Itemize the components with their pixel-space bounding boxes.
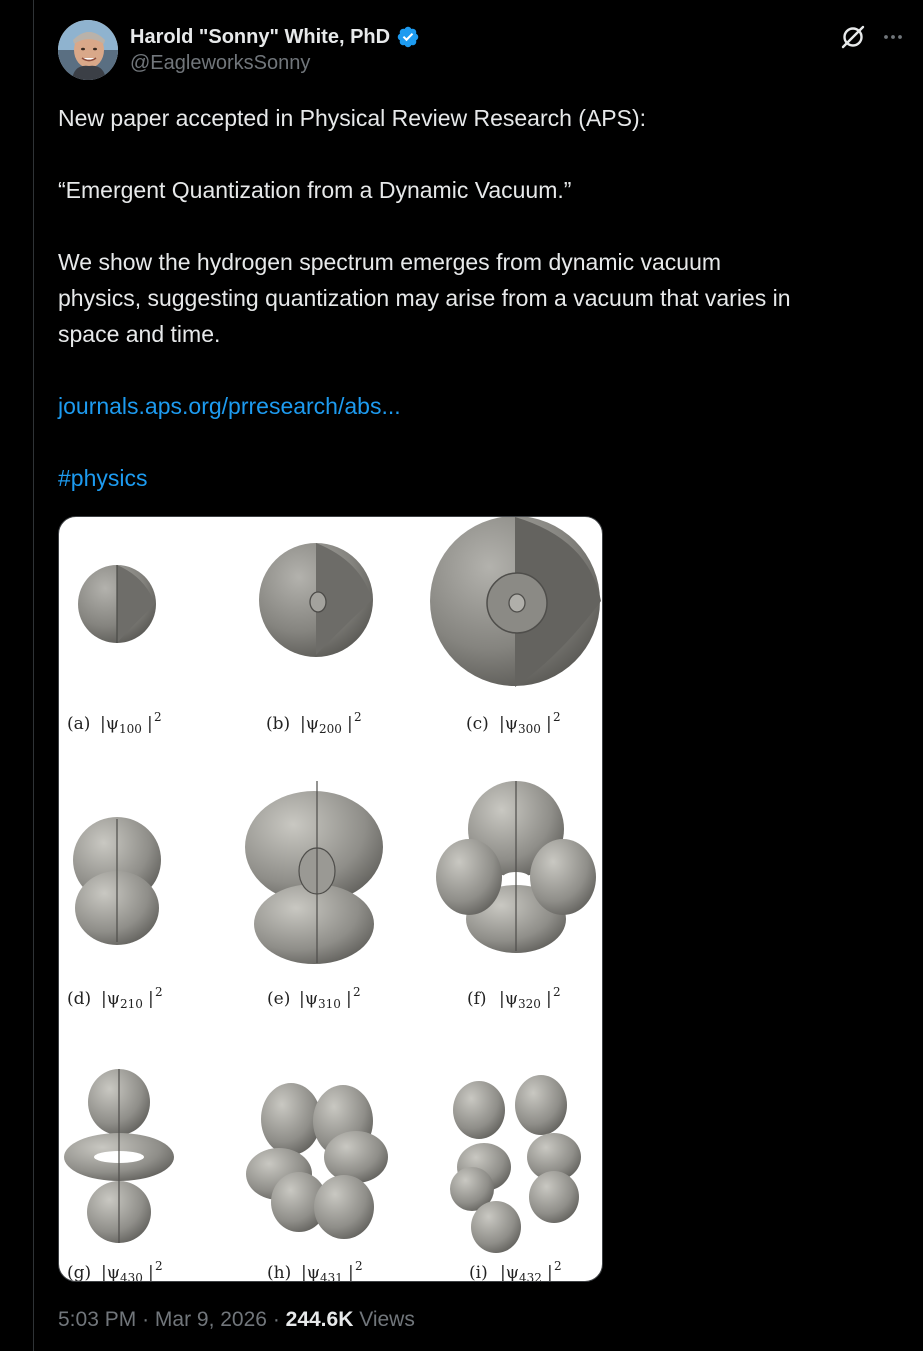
caption-c-sub: 300 xyxy=(518,722,541,736)
panel-a-orbital xyxy=(78,565,156,643)
more-icon xyxy=(878,22,908,52)
caption-g-label: (g) xyxy=(67,1263,92,1281)
caption-b-exp: 2 xyxy=(354,710,362,724)
panel-d-orbital xyxy=(73,817,161,945)
orbital-figure xyxy=(59,517,602,1281)
caption-b-bar: | xyxy=(347,714,353,734)
caption-a-sub: 100 xyxy=(119,722,142,736)
caption-a-bar: | xyxy=(147,714,153,734)
panel-g-orbital xyxy=(64,1069,174,1243)
timeline-divider xyxy=(33,0,34,1351)
caption-h-label: (h) xyxy=(267,1263,292,1281)
caption-i-exp: 2 xyxy=(554,1259,562,1273)
tweet-metadata xyxy=(58,1308,415,1332)
caption-c-bar: | xyxy=(546,714,552,734)
caption-d-label: (d) xyxy=(67,989,92,1009)
caption-h-sub: 431 xyxy=(320,1271,343,1281)
tweet-text xyxy=(58,100,908,496)
tweet-line-title: “Emergent Quantization from a Dynamic Vacuum.” xyxy=(58,177,572,203)
caption-f-exp: 2 xyxy=(553,985,561,999)
display-name[interactable]: Harold "Sonny" White, PhD xyxy=(130,25,391,48)
caption-e-label: (e) xyxy=(267,989,291,1009)
handle[interactable]: @EagleworksSonny xyxy=(130,52,311,74)
caption-f-label: (f) xyxy=(467,989,487,1009)
caption-h-psi: |ψ xyxy=(301,1263,321,1281)
caption-e-psi: |ψ xyxy=(299,989,319,1009)
verified-badge-icon xyxy=(396,25,420,49)
caption-b-sub: 200 xyxy=(319,722,342,736)
tweet-line-announcement: New paper accepted in Physical Review Research (APS): xyxy=(58,105,647,131)
caption-c-psi: |ψ xyxy=(499,714,519,734)
caption-i-psi: |ψ xyxy=(500,1263,520,1281)
caption-h-exp: 2 xyxy=(355,1259,363,1273)
tweet-header xyxy=(58,18,908,82)
grok-button[interactable] xyxy=(838,22,868,52)
caption-d-sub: 210 xyxy=(120,997,143,1011)
tweet-line-summary-3: space and time. xyxy=(58,321,221,347)
caption-d-exp: 2 xyxy=(155,985,163,999)
caption-e-exp: 2 xyxy=(353,985,361,999)
caption-g-exp: 2 xyxy=(155,1259,163,1273)
author-block xyxy=(130,23,420,75)
caption-f-sub: 320 xyxy=(518,997,541,1011)
caption-b-label: (b) xyxy=(266,714,291,734)
panel-c-orbital xyxy=(430,517,601,687)
caption-i-bar: | xyxy=(547,1263,553,1281)
caption-h-bar: | xyxy=(348,1263,354,1281)
tweet-time[interactable]: 5:03 PM xyxy=(58,1308,137,1331)
caption-g-psi: |ψ xyxy=(101,1263,121,1281)
hashtag-link[interactable]: #physics xyxy=(58,465,148,491)
caption-e-bar: | xyxy=(346,989,352,1009)
panel-f-orbital xyxy=(436,781,596,953)
panel-b-orbital xyxy=(259,543,373,657)
tweet-line-summary-2: physics, suggesting quantization may arise from a vacuum that varies in xyxy=(58,285,791,311)
panel-e-orbital xyxy=(245,781,383,964)
paper-link[interactable]: journals.aps.org/prresearch/abs... xyxy=(58,393,401,419)
tweet-date[interactable]: Mar 9, 2026 xyxy=(154,1308,267,1331)
caption-f-psi: |ψ xyxy=(499,989,519,1009)
caption-f-bar: | xyxy=(546,989,552,1009)
caption-g-bar: | xyxy=(148,1263,154,1281)
caption-d-bar: | xyxy=(148,989,154,1009)
caption-e-sub: 310 xyxy=(318,997,341,1011)
caption-a-psi: |ψ xyxy=(100,714,120,734)
panel-h-orbital xyxy=(246,1083,388,1239)
tweet xyxy=(58,0,908,1351)
grok-icon xyxy=(838,22,868,52)
caption-g-sub: 430 xyxy=(120,1271,143,1281)
panel-i-orbital xyxy=(450,1075,581,1253)
caption-d-psi: |ψ xyxy=(101,989,121,1009)
caption-i-sub: 432 xyxy=(519,1271,542,1281)
views-count: 244.6K xyxy=(285,1308,354,1331)
meta-separator: · xyxy=(272,1308,286,1331)
meta-separator: · xyxy=(142,1308,155,1331)
caption-c-label: (c) xyxy=(466,714,489,734)
caption-i-label: (i) xyxy=(469,1263,488,1281)
caption-c-exp: 2 xyxy=(553,710,561,724)
name-row xyxy=(130,23,420,51)
avatar[interactable] xyxy=(58,20,118,80)
caption-a-exp: 2 xyxy=(154,710,162,724)
more-button[interactable] xyxy=(878,22,908,52)
caption-b-psi: |ψ xyxy=(300,714,320,734)
caption-a-label: (a) xyxy=(67,714,91,734)
tweet-image[interactable] xyxy=(58,516,603,1282)
views-label: Views xyxy=(359,1308,415,1331)
tweet-line-summary-1: We show the hydrogen spectrum emerges from dynamic vacuum xyxy=(58,249,722,275)
